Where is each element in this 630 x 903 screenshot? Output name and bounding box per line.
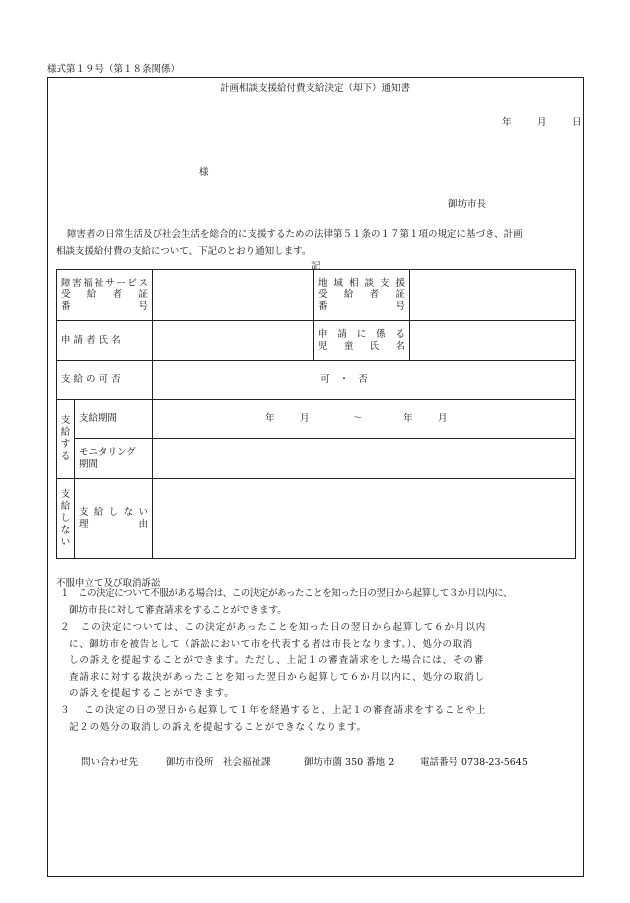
appeal-item-1: １ この決定について不服がある場合は、この決定があったことを知った日の翌日から起算して３か月以内に、 御坊市長に対して審査請求をすることができます。 (60, 588, 513, 616)
nopay-group-label: 支 給 し な い (57, 479, 75, 559)
child-name-label: 申 請 に 係 る 児 童 氏 名 (314, 321, 410, 361)
monitoring-field[interactable] (153, 439, 576, 479)
child-name-field[interactable] (410, 321, 576, 361)
welfare-number-label: 障害福祉サービス 受 給 者 証 番 号 (57, 270, 153, 321)
period-label: 支給期間 (75, 400, 153, 439)
recipient-suffix: 様 (199, 167, 209, 178)
contact-office: 御坊市役所 社会福祉課 (166, 757, 271, 768)
consult-number-field[interactable] (410, 270, 576, 321)
period-year-2: 年 (403, 413, 413, 424)
date-year: 年 (502, 117, 512, 128)
document-title: 計画相談支援給付費支給決定（却下）通知書 (219, 83, 410, 94)
appeal-heading: 不服申立て及び取消訴訟 (56, 578, 161, 589)
intro-line-1: 障害者の日常生活及び社会生活を総合的に支援するための法律第５１条の１７第１項の規定に基づき、計画 (67, 229, 523, 240)
reason-field[interactable] (153, 479, 576, 559)
consult-number-label: 地 域 相 談 支 援 受 給 者 証 番 号 (314, 270, 410, 321)
pay-group-label: 支 給 す る (57, 400, 75, 479)
period-month-1: 月 (300, 413, 310, 424)
monitoring-label: モニタリング 期間 (75, 439, 153, 479)
appeal-item-3: ３ この決定の日の翌日から起算して１年を経過すると、上記１の審査請求をすることや上 記２の処分の取消しの訴えを提起することができなくなります。 (60, 705, 487, 733)
period-field[interactable] (153, 400, 576, 439)
period-month-2: 月 (438, 413, 448, 424)
ki-heading: 記 (311, 261, 321, 272)
appeal-item-2: ２ この決定については、この決定があったことを知った日の翌日から起算して６か月以内 に、御坊市を被告として（訴訟において市を代表する者は市長となります。）、処分の取消 しの訴えを提起することができます。ただし、上記１の審査請求をした場合には、その審 査請求に対する裁決があったことを知った翌日から起算して６か月以内に、処分の取消し の訴えを提起することができます。 (60, 622, 487, 699)
period-tilde: ～ (353, 413, 363, 424)
intro-line-2: 相談支援給付費の支給について、下記のとおり通知します。 (56, 246, 312, 257)
reason-label: 支 給 し な い 理 由 (75, 479, 153, 559)
contact-address: 御坊市薗 350 番地 2 (304, 757, 395, 768)
decision-table (56, 269, 576, 559)
issuer: 御坊市長 (448, 199, 487, 210)
approval-value[interactable]: 可 ・ 否 (153, 361, 576, 400)
date-day: 日 (572, 117, 582, 128)
contact-label: 問い合わせ先 (81, 757, 139, 768)
form-number: 様式第１９号（第１８条関係） (47, 64, 181, 75)
welfare-number-field[interactable] (153, 270, 314, 321)
date-month: 月 (537, 117, 547, 128)
period-year-1: 年 (265, 413, 275, 424)
approval-label: 支 給 の 可 否 (57, 361, 153, 400)
applicant-name-field[interactable] (153, 321, 314, 361)
applicant-name-label: 申 請 者 氏 名 (57, 321, 153, 361)
contact-phone: 電話番号 0738-23-5645 (420, 757, 528, 768)
